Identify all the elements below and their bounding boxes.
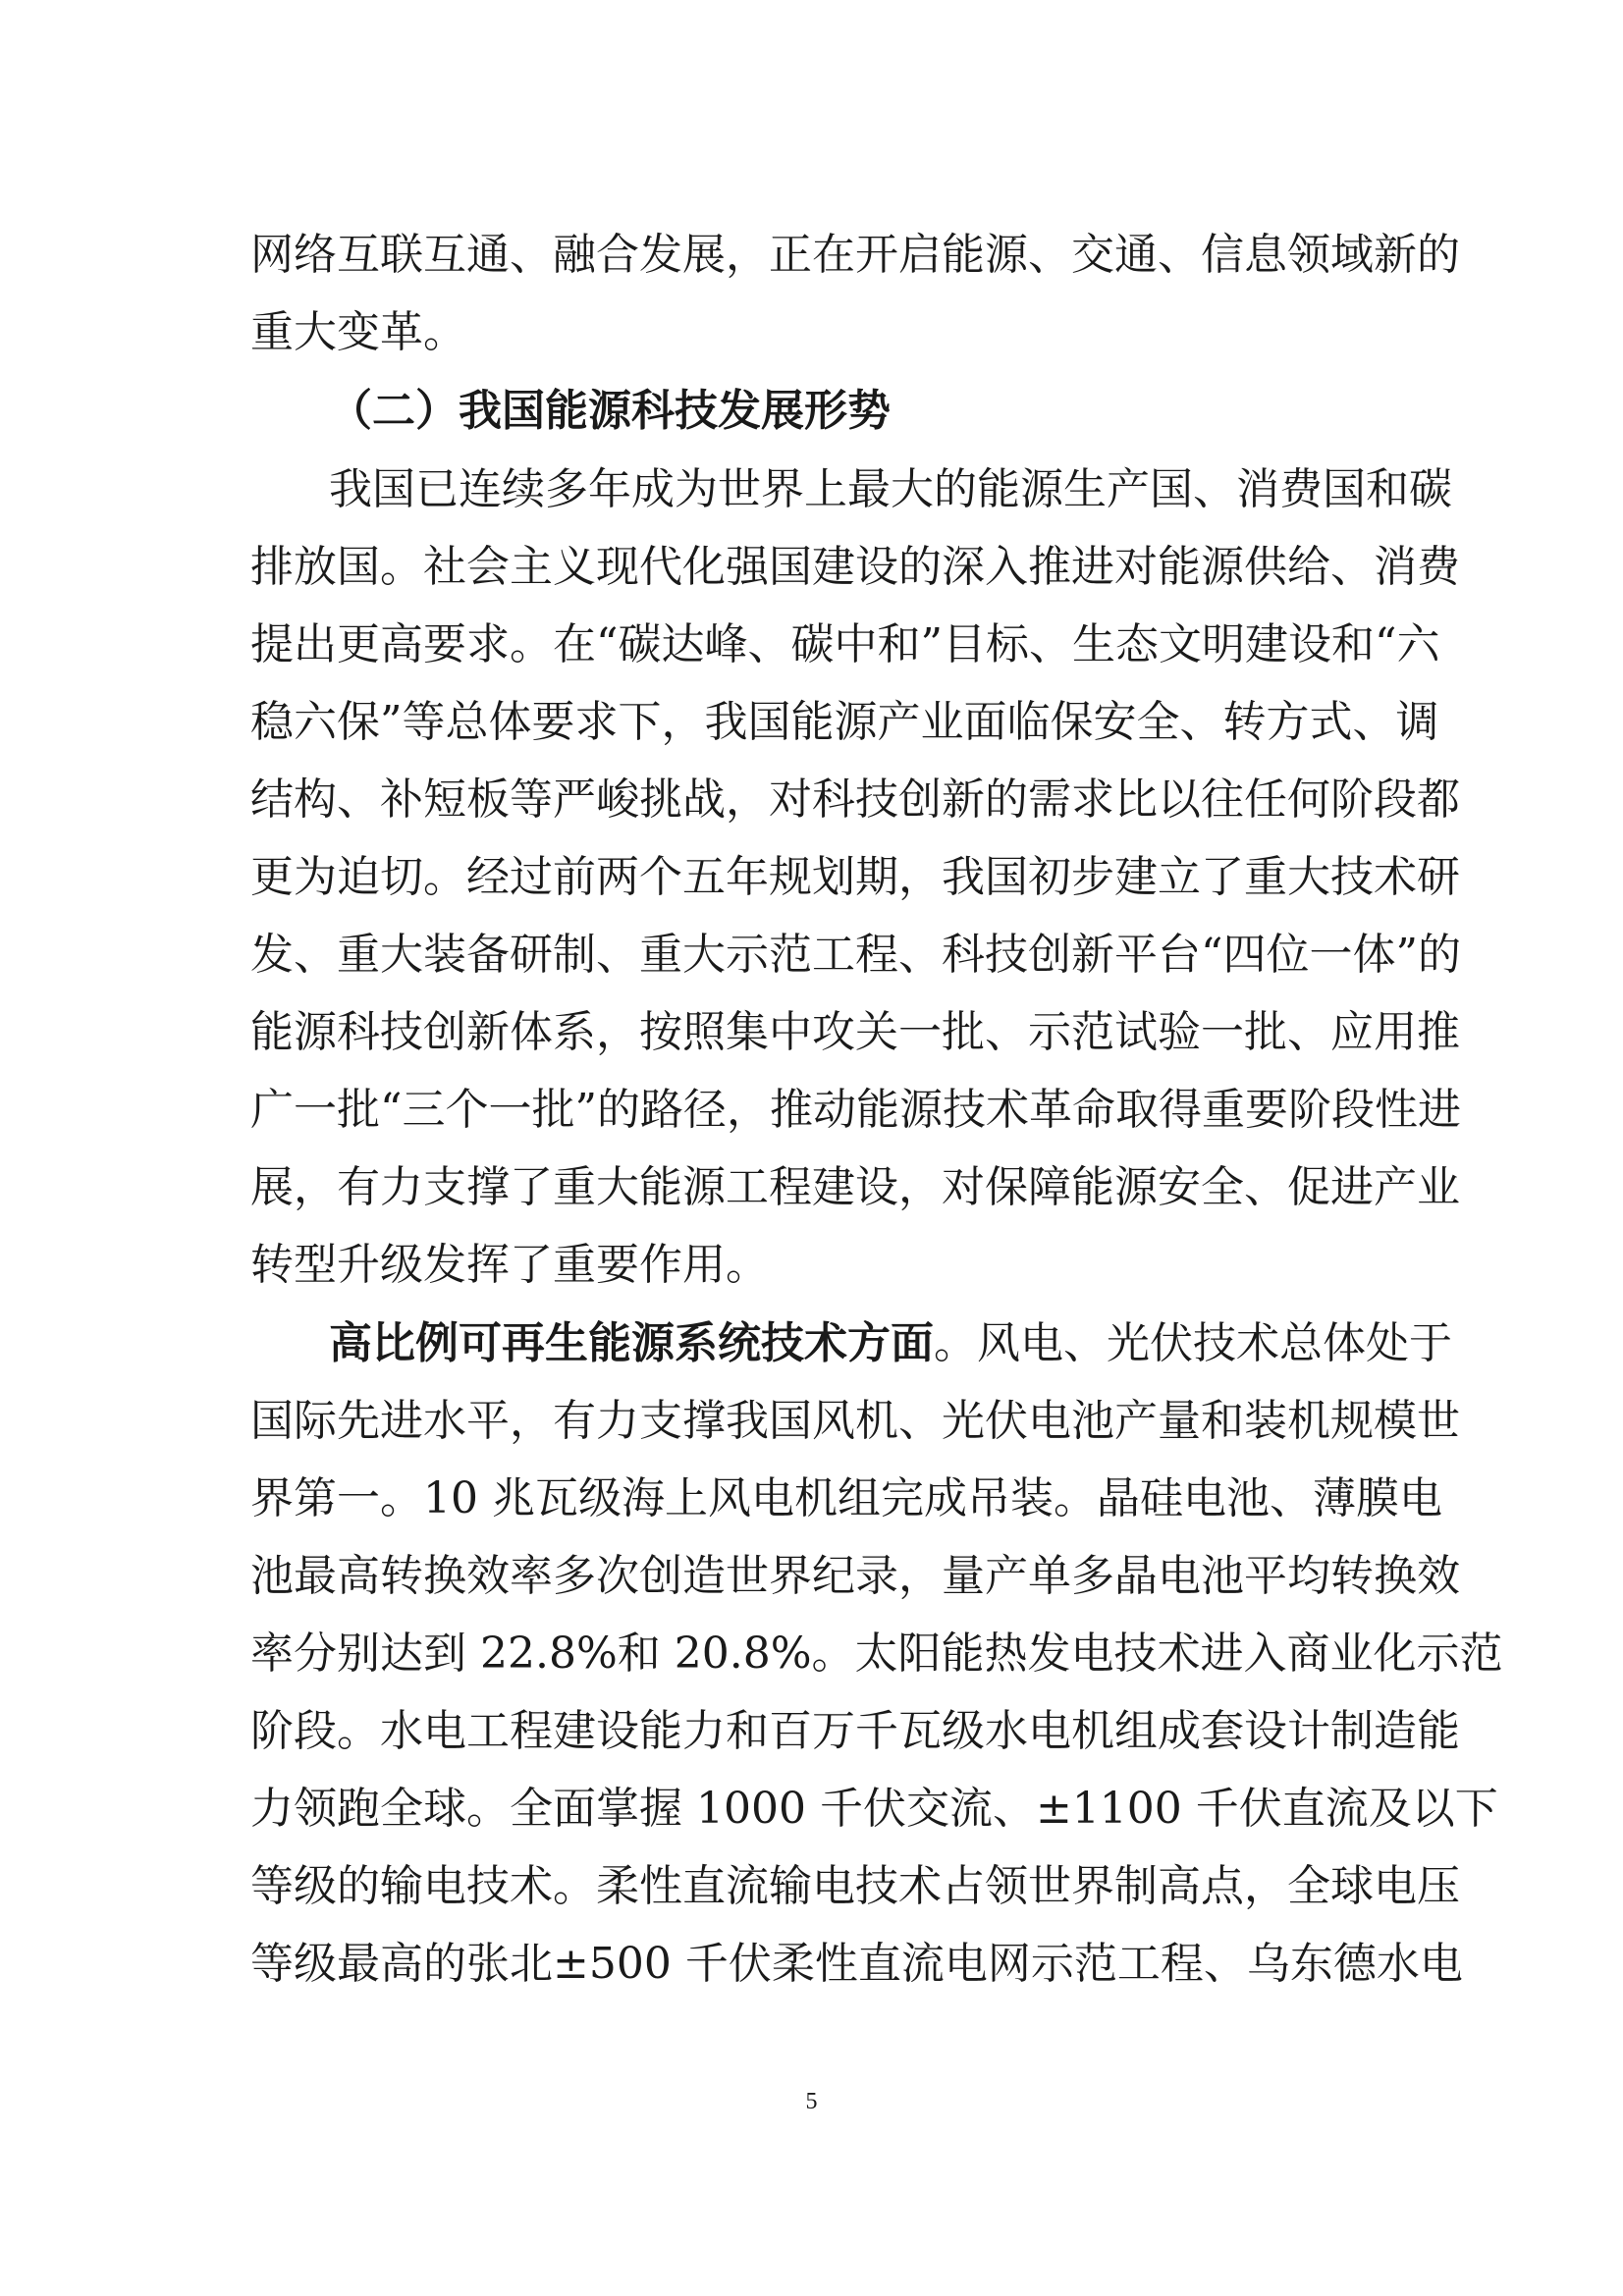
paragraph-lead: 高比例可再生能源系统技术方面 <box>329 1318 934 1368</box>
paragraph-line: 率分别达到 22.8%和 20.8%。太阳能热发电技术进入商业化示范 <box>250 1629 1503 1679</box>
paragraph-line: 结构、补短板等严峻挑战，对科技创新的需求比以往任何阶段都 <box>250 774 1460 825</box>
paragraph-line: 池最高转换效率多次创造世界纪录，量产单多晶电池平均转换效 <box>250 1551 1460 1601</box>
paragraph-line: 提出更高要求。在“碳达峰、碳中和”目标、生态文明建设和“六 <box>250 619 1440 669</box>
section-heading: （二）我国能源科技发展形势 <box>329 386 891 436</box>
paragraph-line: 排放国。社会主义现代化强国建设的深入推进对能源供给、消费 <box>250 542 1460 592</box>
paragraph-line: 等级最高的张北±500 千伏柔性直流电网示范工程、乌东德水电 <box>250 1939 1463 1989</box>
paragraph-line: 稳六保”等总体要求下，我国能源产业面临保安全、转方式、调 <box>250 697 1439 747</box>
body-line: 网络互联互通、融合发展，正在开启能源、交通、信息领域新的 <box>250 230 1460 280</box>
paragraph-line: 等级的输电技术。柔性直流输电技术占领世界制高点，全球电压 <box>250 1861 1460 1911</box>
paragraph-line: 力领跑全球。全面掌握 1000 千伏交流、±1100 千伏直流及以下 <box>250 1784 1498 1834</box>
paragraph-line: 发、重大装备研制、重大示范工程、科技创新平台“四位一体”的 <box>250 930 1461 980</box>
paragraph-line: 国际先进水平，有力支撑我国风机、光伏电池产量和装机规模世 <box>250 1396 1460 1446</box>
paragraph-line: 我国已连续多年成为世界上最大的能源生产国、消费国和碳 <box>329 464 1452 514</box>
paragraph-lead-line <box>329 1315 1452 1372</box>
paragraph-line: 阶段。水电工程建设能力和百万千瓦级水电机组成套设计制造能 <box>250 1706 1460 1756</box>
paragraph-line: 展，有力支撑了重大能源工程建设，对保障能源安全、促进产业 <box>250 1162 1460 1212</box>
paragraph-line: 能源科技创新体系，按照集中攻关一批、示范试验一批、应用推 <box>250 1007 1460 1057</box>
paragraph-line: 界第一。10 兆瓦级海上风电机组完成吊装。晶硅电池、薄膜电 <box>250 1473 1442 1523</box>
paragraph-line: 转型升级发挥了重要作用。 <box>250 1240 769 1290</box>
page-number: 5 <box>805 2089 818 2114</box>
paragraph-lead-rest: 。风电、光伏技术总体处于 <box>934 1318 1452 1368</box>
paragraph-line: 广一批“三个一批”的路径，推动能源技术革命取得重要阶段性进 <box>250 1085 1461 1135</box>
paragraph-line: 更为迫切。经过前两个五年规划期，我国初步建立了重大技术研 <box>250 852 1460 902</box>
body-line: 重大变革。 <box>250 307 466 357</box>
